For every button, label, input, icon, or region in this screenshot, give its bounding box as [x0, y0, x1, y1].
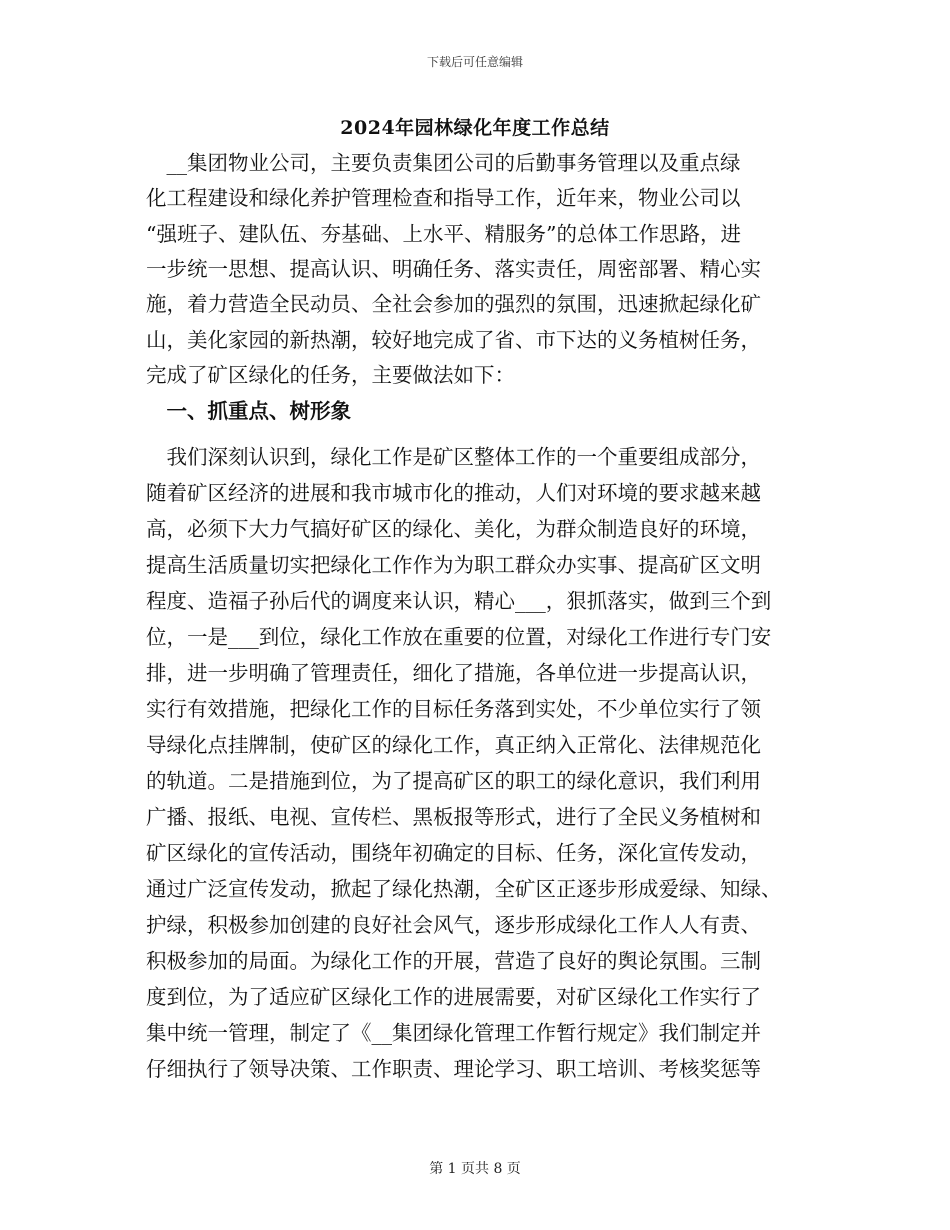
body-line: 位，一是___到位，绿化工作放在重要的位置，对绿化工作进行专门安: [146, 625, 772, 649]
body-line: 完成了矿区绿化的任务，主要做法如下：: [146, 363, 515, 387]
document-title: 2024年园林绿化年度工作总结: [340, 117, 610, 139]
body-line: 实行有效措施，把绿化工作的目标任务落到实处，不少单位实行了领: [146, 697, 761, 721]
page-header-note: 下载后可任意编辑: [426, 55, 523, 69]
body-line: 通过广泛宣传发动，掀起了绿化热潮，全矿区正逐步形成爱绿、知绿、: [146, 877, 782, 901]
body-line: 提高生活质量切实把绿化工作作为为职工群众办实事、提高矿区文明: [146, 553, 761, 577]
body-line: 高，必须下大力气搞好矿区的绿化、美化，为群众制造良好的环境，: [146, 517, 761, 541]
body-line: 矿区绿化的宣传活动，围绕年初确定的目标、任务，深化宣传发动，: [146, 841, 761, 865]
body-line: 我们深刻认识到，绿化工作是矿区整体工作的一个重要组成部分，: [146, 445, 761, 469]
section-heading: 一、抓重点、树形象: [146, 399, 351, 423]
body-line: __集团物业公司，主要负责集团公司的后勤事务管理以及重点绿: [146, 151, 741, 175]
body-line: 施，着力营造全民动员、全社会参加的强烈的氛围，迅速掀起绿化矿: [146, 292, 761, 316]
body-line: 度到位，为了适应矿区绿化工作的进展需要，对矿区绿化工作实行了: [146, 985, 761, 1009]
body-line: 仔细执行了领导决策、工作职责、理论学习、职工培训、考核奖惩等: [146, 1057, 761, 1081]
body-line: 程度、造福子孙后代的调度来认识，精心___，狠抓落实，做到三个到: [146, 589, 772, 613]
body-line: 导绿化点挂牌制，使矿区的绿化工作，真正纳入正常化、法律规范化: [146, 733, 761, 757]
body-line: 山，美化家园的新热潮，较好地完成了省、市下达的义务植树任务，: [146, 328, 761, 352]
body-line: 排，进一步明确了管理责任，细化了措施，各单位进一步提高认识，: [146, 661, 761, 685]
body-line: 集中统一管理，制定了《__集团绿化管理工作暂行规定》我们制定并: [146, 1021, 761, 1045]
body-line: 广播、报纸、电视、宣传栏、黑板报等形式，进行了全民义务植树和: [146, 805, 761, 829]
body-line: “强班子、建队伍、夯基础、上水平、精服务”的总体工作思路，进: [146, 222, 741, 246]
page-number: 第 1 页共 8 页: [429, 1161, 521, 1177]
body-line: 随着矿区经济的进展和我市城市化的推动，人们对环境的要求越来越: [146, 481, 761, 505]
body-line: 一步统一思想、提高认识、明确任务、落实责任，周密部署、精心实: [146, 257, 761, 281]
body-line: 的轨道。二是措施到位，为了提高矿区的职工的绿化意识，我们利用: [146, 769, 761, 793]
body-line: 化工程建设和绿化养护管理检查和指导工作，近年来，物业公司以: [146, 186, 741, 210]
body-line: 护绿，积极参加创建的良好社会风气，逐步形成绿化工作人人有责、: [146, 913, 761, 937]
body-line: 积极参加的局面。为绿化工作的开展，营造了良好的舆论氛围。三制: [146, 949, 761, 973]
